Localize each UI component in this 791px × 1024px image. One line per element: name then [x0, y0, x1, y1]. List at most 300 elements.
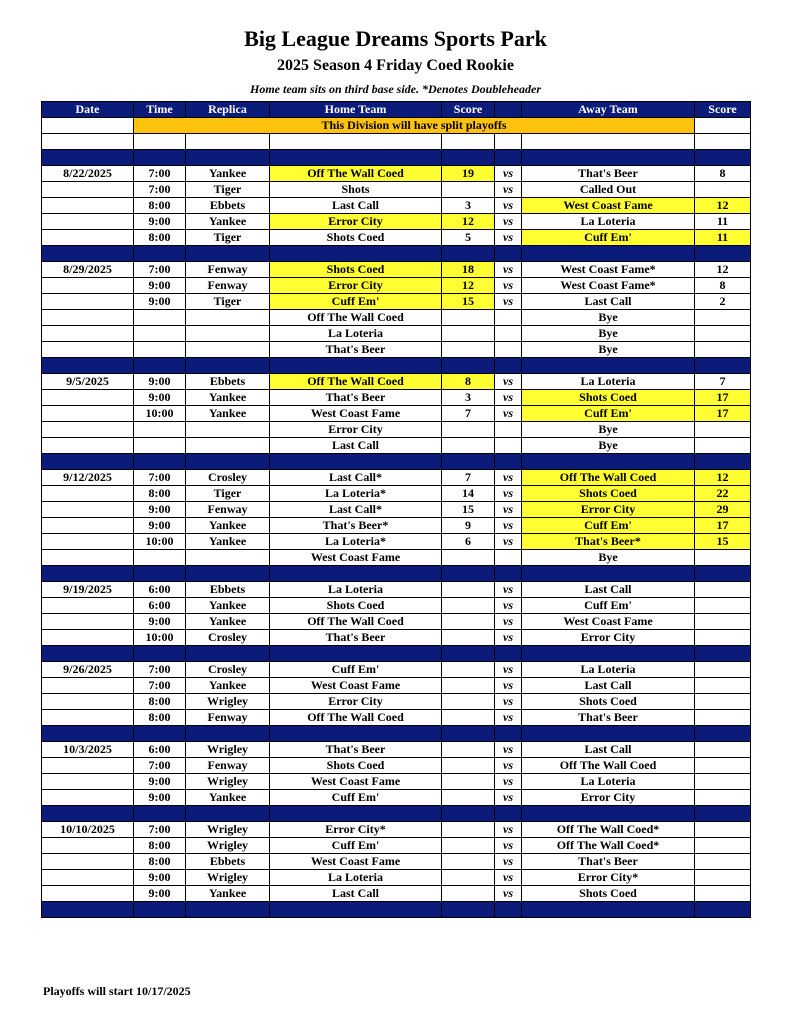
separator-cell [495, 806, 522, 822]
home-team: West Coast Fame [270, 854, 442, 870]
game-row [42, 166, 751, 182]
empty-cell [42, 630, 134, 646]
away-team: Bye [522, 422, 695, 438]
separator-cell [522, 150, 695, 166]
separator-cell [495, 246, 522, 262]
separator-cell [495, 902, 522, 918]
away-team: Bye [522, 342, 695, 358]
empty-cell [42, 598, 134, 614]
game-replica-field [186, 438, 270, 454]
away-team: West Coast Fame [522, 614, 695, 630]
home-team: Last Call [270, 886, 442, 902]
separator-cell [695, 246, 751, 262]
game-replica-field: Yankee [186, 614, 270, 630]
away-score: 8 [695, 278, 751, 294]
game-row [42, 374, 751, 390]
empty-cell [42, 438, 134, 454]
vs-label: vs [495, 294, 522, 310]
away-score: 8 [695, 166, 751, 182]
game-replica-field: Fenway [186, 262, 270, 278]
home-team: Error City [270, 694, 442, 710]
separator-cell [186, 646, 270, 662]
game-time: 9:00 [134, 278, 186, 294]
empty-cell [42, 422, 134, 438]
vs-label: vs [495, 854, 522, 870]
game-time: 8:00 [134, 838, 186, 854]
game-time: 7:00 [134, 166, 186, 182]
home-score [442, 438, 495, 454]
col-header-home-score: Score [442, 102, 495, 118]
game-row [42, 486, 751, 502]
away-score [695, 694, 751, 710]
separator-cell [134, 902, 186, 918]
empty-cell [42, 310, 134, 326]
home-team: La Loteria* [270, 534, 442, 550]
away-score [695, 630, 751, 646]
page-title: Big League Dreams Sports Park [244, 26, 547, 51]
home-team: Off The Wall Coed [270, 374, 442, 390]
separator-cell [42, 454, 134, 470]
away-score [695, 598, 751, 614]
away-score [695, 886, 751, 902]
home-score: 6 [442, 534, 495, 550]
vs-label: vs [495, 742, 522, 758]
away-team: Shots Coed [522, 486, 695, 502]
home-team: Off The Wall Coed [270, 614, 442, 630]
home-score [442, 838, 495, 854]
separator-cell [186, 358, 270, 374]
game-row [42, 678, 751, 694]
game-row [42, 438, 751, 454]
col-header-away-team: Away Team [522, 102, 695, 118]
game-row [42, 854, 751, 870]
game-time [134, 550, 186, 566]
game-replica-field: Yankee [186, 534, 270, 550]
vs-label: vs [495, 502, 522, 518]
away-team: Called Out [522, 182, 695, 198]
away-team: Cuff Em' [522, 598, 695, 614]
away-score [695, 550, 751, 566]
vs-label [495, 438, 522, 454]
week-separator [42, 150, 751, 166]
game-row [42, 886, 751, 902]
game-row [42, 774, 751, 790]
separator-cell [522, 454, 695, 470]
away-score [695, 774, 751, 790]
game-row [42, 662, 751, 678]
away-score: 17 [695, 390, 751, 406]
game-date: 9/5/2025 [42, 374, 134, 390]
vs-label: vs [495, 662, 522, 678]
separator-cell [442, 246, 495, 262]
empty-cell [42, 758, 134, 774]
separator-cell [134, 150, 186, 166]
empty-cell [42, 774, 134, 790]
separator-cell [442, 806, 495, 822]
col-header-date: Date [42, 102, 134, 118]
empty-cell [42, 294, 134, 310]
game-replica-field [186, 326, 270, 342]
game-date: 9/12/2025 [42, 470, 134, 486]
away-score [695, 710, 751, 726]
away-team: Error City* [522, 870, 695, 886]
away-score: 22 [695, 486, 751, 502]
home-team: West Coast Fame [270, 406, 442, 422]
home-score [442, 326, 495, 342]
away-score: 12 [695, 470, 751, 486]
empty-cell [42, 694, 134, 710]
away-score [695, 790, 751, 806]
away-score: 17 [695, 406, 751, 422]
vs-label: vs [495, 886, 522, 902]
blank-row [42, 134, 751, 150]
home-score [442, 662, 495, 678]
separator-cell [42, 566, 134, 582]
empty-cell [42, 534, 134, 550]
home-team: Shots Coed [270, 230, 442, 246]
game-replica-field [186, 550, 270, 566]
game-replica-field: Yankee [186, 390, 270, 406]
game-replica-field: Yankee [186, 166, 270, 182]
game-replica-field: Yankee [186, 678, 270, 694]
home-score: 9 [442, 518, 495, 534]
separator-cell [522, 566, 695, 582]
home-team: West Coast Fame [270, 774, 442, 790]
game-time: 9:00 [134, 870, 186, 886]
game-time [134, 422, 186, 438]
game-row [42, 630, 751, 646]
game-time: 10:00 [134, 630, 186, 646]
empty-cell [42, 486, 134, 502]
game-time: 10:00 [134, 406, 186, 422]
away-score: 7 [695, 374, 751, 390]
home-score [442, 598, 495, 614]
week-separator [42, 246, 751, 262]
home-score [442, 822, 495, 838]
week-separator [42, 566, 751, 582]
game-time: 6:00 [134, 742, 186, 758]
home-team: That's Beer [270, 342, 442, 358]
game-row [42, 582, 751, 598]
separator-cell [186, 726, 270, 742]
vs-label [495, 326, 522, 342]
away-score [695, 422, 751, 438]
game-row [42, 294, 751, 310]
game-replica-field: Fenway [186, 758, 270, 774]
col-header-time: Time [134, 102, 186, 118]
vs-label: vs [495, 214, 522, 230]
empty-cell [42, 678, 134, 694]
vs-label [495, 310, 522, 326]
game-time: 8:00 [134, 198, 186, 214]
game-time: 9:00 [134, 390, 186, 406]
game-replica-field: Wrigley [186, 694, 270, 710]
separator-cell [695, 358, 751, 374]
game-time: 7:00 [134, 678, 186, 694]
away-team: Bye [522, 550, 695, 566]
separator-cell [42, 646, 134, 662]
game-row [42, 390, 751, 406]
game-row [42, 230, 751, 246]
empty-cell [42, 886, 134, 902]
away-score: 15 [695, 534, 751, 550]
separator-cell [134, 246, 186, 262]
game-row [42, 278, 751, 294]
home-score [442, 422, 495, 438]
away-score [695, 614, 751, 630]
empty-cell [42, 278, 134, 294]
separator-cell [186, 150, 270, 166]
separator-cell [186, 454, 270, 470]
home-score [442, 678, 495, 694]
home-team: Shots Coed [270, 598, 442, 614]
game-time: 8:00 [134, 710, 186, 726]
game-replica-field: Tiger [186, 230, 270, 246]
game-time: 6:00 [134, 598, 186, 614]
home-score [442, 614, 495, 630]
game-replica-field: Fenway [186, 278, 270, 294]
away-team: Cuff Em' [522, 518, 695, 534]
vs-label: vs [495, 838, 522, 854]
game-row [42, 502, 751, 518]
away-score: 11 [695, 214, 751, 230]
empty-cell [42, 502, 134, 518]
game-replica-field: Yankee [186, 790, 270, 806]
home-score [442, 870, 495, 886]
away-team: Off The Wall Coed* [522, 838, 695, 854]
game-time: 8:00 [134, 694, 186, 710]
game-time: 10:00 [134, 534, 186, 550]
separator-cell [442, 902, 495, 918]
away-team: La Loteria [522, 662, 695, 678]
home-team: La Loteria [270, 582, 442, 598]
schedule-body [42, 118, 751, 918]
game-time: 7:00 [134, 262, 186, 278]
home-team: Off The Wall Coed [270, 166, 442, 182]
game-row [42, 822, 751, 838]
separator-cell [186, 566, 270, 582]
game-replica-field: Tiger [186, 182, 270, 198]
home-team: Last Call* [270, 470, 442, 486]
home-score: 12 [442, 214, 495, 230]
empty-cell [42, 230, 134, 246]
home-score [442, 550, 495, 566]
week-separator [42, 726, 751, 742]
away-score [695, 182, 751, 198]
separator-cell [495, 646, 522, 662]
separator-cell [695, 150, 751, 166]
separator-cell [495, 358, 522, 374]
vs-label: vs [495, 822, 522, 838]
away-score: 17 [695, 518, 751, 534]
game-replica-field: Ebbets [186, 198, 270, 214]
home-score [442, 582, 495, 598]
game-replica-field: Ebbets [186, 582, 270, 598]
away-team: Last Call [522, 582, 695, 598]
vs-label [495, 422, 522, 438]
home-score: 3 [442, 198, 495, 214]
empty-cell [42, 182, 134, 198]
vs-label: vs [495, 374, 522, 390]
away-score [695, 742, 751, 758]
home-score [442, 710, 495, 726]
game-replica-field: Fenway [186, 502, 270, 518]
game-time: 9:00 [134, 886, 186, 902]
vs-label: vs [495, 470, 522, 486]
game-row [42, 598, 751, 614]
vs-label: vs [495, 262, 522, 278]
game-row [42, 470, 751, 486]
header-row [42, 102, 751, 118]
game-time: 9:00 [134, 294, 186, 310]
separator-cell [495, 566, 522, 582]
home-score [442, 886, 495, 902]
vs-label: vs [495, 598, 522, 614]
away-score [695, 822, 751, 838]
separator-cell [522, 246, 695, 262]
game-time: 7:00 [134, 822, 186, 838]
separator-cell [270, 806, 442, 822]
away-team: Bye [522, 326, 695, 342]
home-team: Cuff Em' [270, 790, 442, 806]
game-time: 8:00 [134, 854, 186, 870]
home-score [442, 182, 495, 198]
game-replica-field: Ebbets [186, 374, 270, 390]
separator-cell [695, 454, 751, 470]
away-team: Error City [522, 502, 695, 518]
vs-label: vs [495, 790, 522, 806]
vs-label: vs [495, 486, 522, 502]
separator-cell [42, 806, 134, 822]
game-time: 9:00 [134, 790, 186, 806]
empty-cell [42, 326, 134, 342]
separator-cell [442, 150, 495, 166]
separator-cell [442, 566, 495, 582]
game-row [42, 758, 751, 774]
vs-label: vs [495, 774, 522, 790]
home-score: 5 [442, 230, 495, 246]
game-replica-field: Wrigley [186, 870, 270, 886]
home-team: Last Call* [270, 502, 442, 518]
vs-label: vs [495, 198, 522, 214]
vs-label: vs [495, 518, 522, 534]
home-score: 8 [442, 374, 495, 390]
away-team: West Coast Fame* [522, 278, 695, 294]
away-team: Off The Wall Coed* [522, 822, 695, 838]
away-score [695, 662, 751, 678]
game-replica-field: Yankee [186, 406, 270, 422]
game-replica-field: Tiger [186, 486, 270, 502]
game-replica-field: Fenway [186, 710, 270, 726]
separator-cell [134, 806, 186, 822]
game-replica-field: Wrigley [186, 838, 270, 854]
separator-cell [695, 902, 751, 918]
game-date: 10/3/2025 [42, 742, 134, 758]
separator-cell [42, 358, 134, 374]
empty-cell [42, 550, 134, 566]
away-team: Bye [522, 310, 695, 326]
vs-label: vs [495, 278, 522, 294]
home-team: La Loteria [270, 870, 442, 886]
away-score [695, 758, 751, 774]
home-team: La Loteria* [270, 486, 442, 502]
col-header-vs [495, 102, 522, 118]
home-score [442, 854, 495, 870]
separator-cell [134, 726, 186, 742]
vs-label: vs [495, 678, 522, 694]
vs-label: vs [495, 534, 522, 550]
vs-label: vs [495, 614, 522, 630]
away-team: That's Beer* [522, 534, 695, 550]
home-score: 3 [442, 390, 495, 406]
schedule-note: Home team sits on third base side. *Denotes Doubleheader [250, 82, 541, 96]
home-team: La Loteria [270, 326, 442, 342]
week-separator [42, 646, 751, 662]
game-time: 6:00 [134, 582, 186, 598]
home-score: 7 [442, 406, 495, 422]
game-replica-field [186, 342, 270, 358]
away-team: Bye [522, 438, 695, 454]
separator-cell [442, 358, 495, 374]
separator-cell [695, 566, 751, 582]
col-header-home-team: Home Team [270, 102, 442, 118]
home-team: Error City [270, 422, 442, 438]
away-team: West Coast Fame* [522, 262, 695, 278]
week-separator [42, 358, 751, 374]
away-team: Shots Coed [522, 694, 695, 710]
home-team: Last Call [270, 438, 442, 454]
empty-cell [42, 118, 134, 134]
home-team: Error City [270, 214, 442, 230]
page-subtitle: 2025 Season 4 Friday Coed Rookie [277, 57, 514, 74]
away-team: Cuff Em' [522, 406, 695, 422]
game-time: 9:00 [134, 774, 186, 790]
away-team: Cuff Em' [522, 230, 695, 246]
away-score: 29 [695, 502, 751, 518]
away-team: Off The Wall Coed [522, 758, 695, 774]
separator-cell [42, 726, 134, 742]
separator-cell [695, 806, 751, 822]
away-team: That's Beer [522, 854, 695, 870]
home-team: Error City* [270, 822, 442, 838]
separator-cell [134, 358, 186, 374]
vs-label: vs [495, 758, 522, 774]
home-score [442, 774, 495, 790]
home-team: That's Beer* [270, 518, 442, 534]
away-score [695, 310, 751, 326]
game-time: 9:00 [134, 214, 186, 230]
home-team: Off The Wall Coed [270, 710, 442, 726]
game-row [42, 838, 751, 854]
away-team: La Loteria [522, 214, 695, 230]
away-team: Error City [522, 630, 695, 646]
game-row [42, 310, 751, 326]
week-separator [42, 454, 751, 470]
home-score [442, 694, 495, 710]
vs-label: vs [495, 166, 522, 182]
game-row [42, 614, 751, 630]
separator-cell [186, 902, 270, 918]
game-date: 9/19/2025 [42, 582, 134, 598]
home-team: West Coast Fame [270, 678, 442, 694]
home-team: Error City [270, 278, 442, 294]
vs-label: vs [495, 406, 522, 422]
home-team: That's Beer [270, 742, 442, 758]
home-score [442, 342, 495, 358]
separator-cell [186, 806, 270, 822]
separator-cell [495, 454, 522, 470]
home-score: 19 [442, 166, 495, 182]
